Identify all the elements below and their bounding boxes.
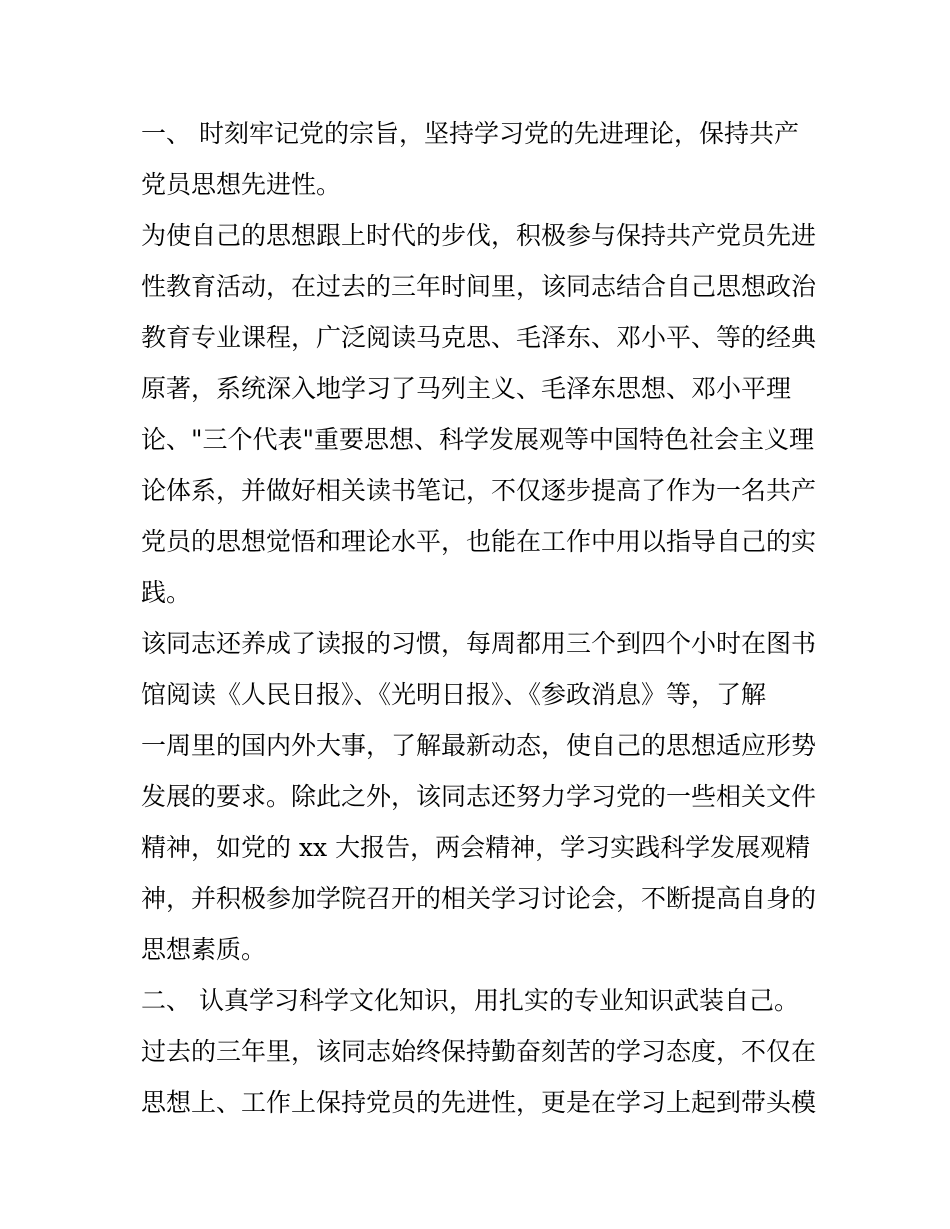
paragraph-line: 思想素质。 — [141, 935, 267, 964]
paragraph-line: 发展的要求。除此之外，该同志还努力学习党的一些相关文件 — [141, 782, 817, 811]
paragraph-line: 馆阅读《人民日报》、《光明日报》、《参政消息》等，了解 — [141, 680, 767, 709]
paragraph-line: 思想上、工作上保持党员的先进性，更是在学习上起到带头模 — [141, 1088, 817, 1117]
paragraph-line: 论体系，并做好相关读书笔记，不仅逐步提高了作为一名共产 — [141, 476, 817, 505]
paragraph-line: 精神，如党的 xx 大报告，两会精神，学习实践科学发展观精 — [141, 833, 811, 862]
document-body — [141, 108, 821, 1128]
paragraph-line: 过去的三年里，该同志始终保持勤奋刻苦的学习态度，不仅在 — [141, 1037, 817, 1066]
paragraph-line: 该同志还养成了读报的习惯，每周都用三个到四个小时在图书 — [141, 629, 817, 658]
section-heading-1-line-1: 一、 时刻牢记党的宗旨，坚持学习党的先进理论，保持共产 — [141, 119, 799, 148]
paragraph-line: 党员的思想觉悟和理论水平，也能在工作中用以指导自己的实 — [141, 527, 817, 556]
paragraph-line: 践。 — [141, 578, 192, 607]
section-heading-2: 二、 认真学习科学文化知识，用扎实的专业知识武装自己。 — [141, 986, 799, 1015]
paragraph-line: 为使自己的思想跟上时代的步伐，积极参与保持共产党员先进 — [141, 221, 817, 250]
paragraph-line: 神，并积极参加学院召开的相关学习讨论会，不断提高自身的 — [141, 884, 817, 913]
paragraph-line: 论、"三个代表"重要思想、科学发展观等中国特色社会主义理 — [141, 425, 815, 454]
paragraph-line: 教育专业课程，广泛阅读马克思、毛泽东、邓小平、等的经典 — [141, 323, 817, 352]
paragraph-line: 性教育活动，在过去的三年时间里，该同志结合自己思想政治 — [141, 272, 817, 301]
section-heading-1-line-2: 党员思想先进性。 — [141, 170, 342, 199]
paragraph-line: 原著，系统深入地学习了马列主义、毛泽东思想、邓小平理 — [141, 374, 792, 403]
paragraph-line: 一周里的国内外大事，了解最新动态，使自己的思想适应形势 — [141, 731, 817, 760]
